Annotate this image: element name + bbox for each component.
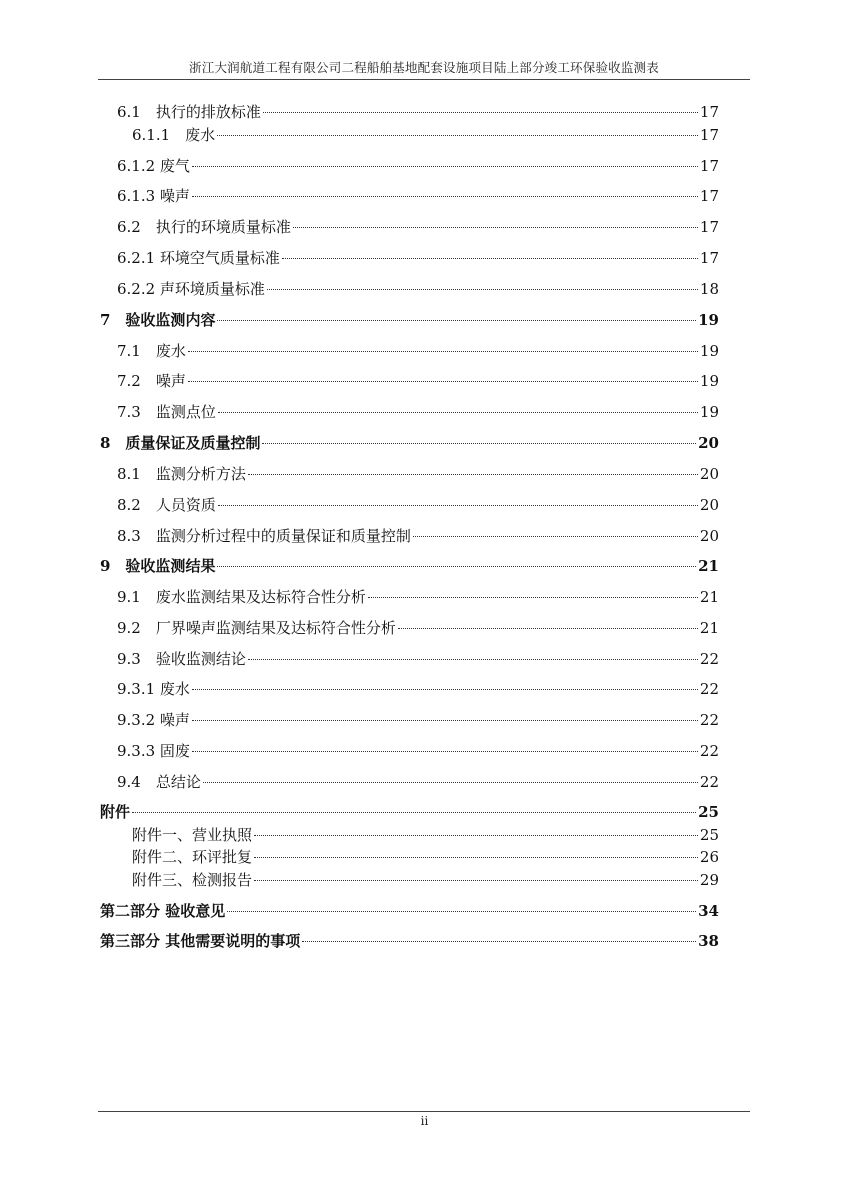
toc-leader	[248, 474, 698, 475]
toc-leader	[248, 659, 698, 660]
toc-entry-page: 21	[698, 557, 719, 575]
page-number: ii	[420, 1114, 429, 1128]
toc-entry[interactable]	[117, 185, 719, 207]
toc-entry-page: 25	[699, 826, 719, 844]
toc-entry-page: 17	[699, 126, 719, 144]
toc-entry-label: 7.2 噪声	[117, 372, 186, 390]
toc-entry-label: 7 验收监测内容	[100, 311, 216, 329]
toc-leader	[227, 911, 696, 912]
toc-leader	[282, 258, 698, 259]
toc-leader	[368, 597, 698, 598]
toc-leader	[267, 289, 698, 290]
toc-leader	[398, 628, 698, 629]
toc-leader	[217, 320, 696, 321]
toc-entry-label: 6.1.3 噪声	[117, 187, 190, 205]
toc-leader	[263, 112, 698, 113]
toc-leader	[218, 412, 698, 413]
toc-entry-label: 8.3 监测分析过程中的质量保证和质量控制	[117, 527, 411, 545]
page-header: 浙江大润航道工程有限公司二程船舶基地配套设施项目陆上部分竣工环保验收监测表	[189, 60, 659, 75]
toc-entry-label: 9 验收监测结果	[100, 557, 216, 575]
toc-chapter[interactable]	[100, 900, 719, 922]
toc-entry[interactable]	[117, 494, 719, 516]
toc-entry[interactable]	[117, 101, 719, 123]
toc-entry-page: 17	[699, 249, 719, 267]
toc-entry-page: 22	[699, 711, 719, 729]
toc-entry-page: 18	[699, 280, 719, 298]
toc-leader	[293, 227, 698, 228]
toc-entry-label: 7.3 监测点位	[117, 403, 216, 421]
toc-leader	[254, 880, 698, 881]
toc-entry-label: 6.2.2 声环境质量标准	[117, 280, 265, 298]
toc-entry-page: 22	[699, 680, 719, 698]
toc-entry[interactable]	[132, 846, 719, 868]
toc-entry-page: 26	[699, 848, 719, 866]
toc-entry-page: 20	[699, 527, 719, 545]
toc-leader	[413, 536, 698, 537]
toc-entry-page: 19	[699, 372, 719, 390]
toc-entry-label: 6.1 执行的排放标准	[117, 103, 261, 121]
toc-entry-label: 9.3.3 固废	[117, 742, 190, 760]
toc-entry-label: 8.1 监测分析方法	[117, 465, 246, 483]
toc-leader	[132, 812, 696, 813]
toc-entry[interactable]	[117, 216, 719, 238]
toc-entry-page: 34	[698, 902, 719, 920]
toc-leader	[203, 782, 698, 783]
toc-entry-label: 9.2 厂界噪声监测结果及达标符合性分析	[117, 619, 396, 637]
toc-leader	[254, 835, 698, 836]
toc-entry[interactable]	[132, 869, 719, 891]
toc-entry-page: 20	[699, 496, 719, 514]
toc-leader	[192, 166, 698, 167]
toc-entry-page: 17	[699, 157, 719, 175]
toc-chapter[interactable]	[100, 432, 719, 454]
toc-leader	[188, 381, 698, 382]
toc-entry-page: 19	[698, 311, 719, 329]
toc-entry-label: 附件二、环评批复	[132, 848, 253, 866]
toc-entry[interactable]	[117, 278, 719, 300]
toc-entry-label: 8.2 人员资质	[117, 496, 216, 514]
toc-entry[interactable]	[117, 247, 719, 269]
toc-leader	[192, 751, 698, 752]
toc-chapter[interactable]	[100, 555, 719, 577]
toc-entry-label: 第二部分 验收意见	[100, 902, 226, 920]
toc-entry-page: 17	[699, 103, 719, 121]
toc-entry[interactable]	[117, 463, 719, 485]
toc-leader	[262, 443, 696, 444]
toc-entry[interactable]	[117, 525, 719, 547]
toc-entry-page: 22	[699, 650, 719, 668]
toc-entry[interactable]	[117, 678, 719, 700]
toc-entry-page: 17	[699, 218, 719, 236]
toc-entry-page: 38	[698, 932, 719, 950]
toc-entry-label: 9.3.2 噪声	[117, 711, 190, 729]
toc-leader	[188, 351, 698, 352]
toc-leader	[192, 689, 698, 690]
toc-entry-label: 9.1 废水监测结果及达标符合性分析	[117, 588, 366, 606]
toc-entry[interactable]	[132, 824, 719, 846]
toc-entry[interactable]	[117, 340, 719, 362]
toc-entry[interactable]	[117, 370, 719, 392]
footer-rule	[98, 1111, 750, 1112]
toc-entry-page: 29	[699, 871, 719, 889]
toc-entry-page: 22	[699, 742, 719, 760]
toc-entry-page: 20	[698, 434, 719, 452]
toc-leader	[302, 941, 696, 942]
toc-entry[interactable]	[117, 709, 719, 731]
toc-entry-page: 21	[699, 619, 719, 637]
toc-entry[interactable]	[117, 401, 719, 423]
toc-entry-page: 20	[699, 465, 719, 483]
toc-chapter[interactable]	[100, 801, 719, 823]
toc-entry-page: 19	[699, 342, 719, 360]
toc-leader	[192, 720, 698, 721]
toc-entry[interactable]	[117, 617, 719, 639]
toc-entry[interactable]	[117, 771, 719, 793]
toc-leader	[217, 566, 696, 567]
toc-chapter[interactable]	[100, 930, 719, 952]
toc-entry[interactable]	[132, 124, 719, 146]
toc-entry-page: 22	[699, 773, 719, 791]
toc-entry-page: 17	[699, 187, 719, 205]
toc-leader	[192, 196, 698, 197]
toc-leader	[217, 135, 698, 136]
toc-entry[interactable]	[117, 586, 719, 608]
toc-entry[interactable]	[117, 155, 719, 177]
toc-entry-label: 7.1 废水	[117, 342, 186, 360]
toc-entry-label: 6.1.2 废气	[117, 157, 190, 175]
toc-entry-label: 附件一、营业执照	[132, 826, 253, 844]
toc-entry-label: 第三部分 其他需要说明的事项	[100, 932, 301, 950]
toc-entry-page: 21	[699, 588, 719, 606]
toc-chapter[interactable]	[100, 309, 719, 331]
toc-leader	[254, 857, 698, 858]
toc-entry-label: 附件	[100, 803, 131, 821]
toc-entry-page: 19	[699, 403, 719, 421]
toc-entry[interactable]	[117, 740, 719, 762]
toc-entry-label: 9.4 总结论	[117, 773, 201, 791]
toc-entry-label: 6.2.1 环境空气质量标准	[117, 249, 280, 267]
toc-entry-label: 6.2 执行的环境质量标准	[117, 218, 291, 236]
toc-entry-label: 8 质量保证及质量控制	[100, 434, 261, 452]
toc-leader	[218, 505, 698, 506]
toc-entry-label: 9.3 验收监测结论	[117, 650, 246, 668]
toc-entry-label: 6.1.1 废水	[132, 126, 216, 144]
toc-entry-label: 9.3.1 废水	[117, 680, 190, 698]
toc-entry[interactable]	[117, 648, 719, 670]
toc-entry-label: 附件三、检测报告	[132, 871, 253, 889]
toc-entry-page: 25	[698, 803, 719, 821]
